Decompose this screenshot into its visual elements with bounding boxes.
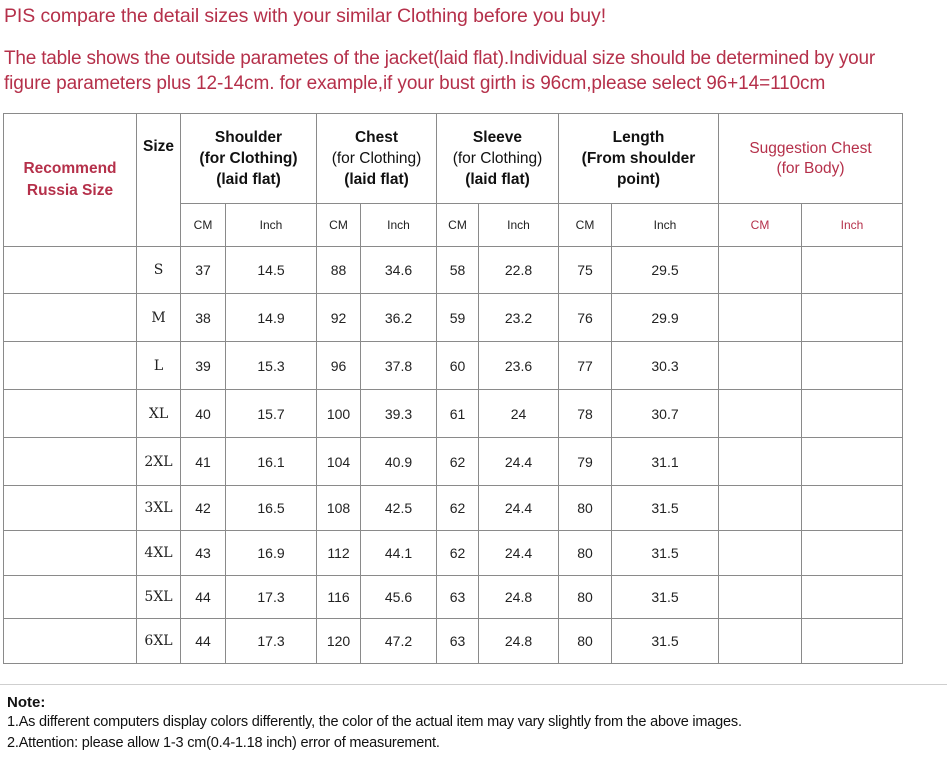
suggestion-cm-cell — [719, 619, 802, 664]
table-row — [4, 486, 903, 531]
shoulder-cm-cell: 38 — [181, 294, 226, 342]
length-cm-cell: 80 — [559, 486, 612, 531]
suggestion-cm-cell — [719, 486, 802, 531]
suggestion-cm-cell — [719, 390, 802, 438]
length-inch-cell: 31.5 — [612, 486, 719, 531]
size-cell: 4XL — [137, 531, 181, 576]
table-row — [4, 576, 903, 619]
suggestion-cm-cell — [719, 576, 802, 619]
table-row — [4, 438, 903, 486]
chest-cm-cell: 116 — [317, 576, 361, 619]
table-header — [4, 114, 903, 247]
size-cell: 6XL — [137, 619, 181, 664]
suggestion-cm-cell — [719, 294, 802, 342]
sleeve-sub2: (laid flat) — [465, 171, 530, 188]
suggestion-cm-unit: CM — [719, 204, 802, 247]
chest-inch-cell: 44.1 — [361, 531, 437, 576]
table-row — [4, 342, 903, 390]
suggestion-sub: (for Body) — [776, 159, 845, 177]
size-header-label: Size — [142, 137, 174, 155]
suggestion-inch-cell — [802, 619, 903, 664]
length-label: Length — [612, 129, 665, 146]
sleeve-inch-cell: 24 — [479, 390, 559, 438]
sleeve-label: Sleeve — [472, 129, 523, 146]
sleeve-sub1: (for Clothing) — [452, 150, 543, 167]
suggestion-inch-cell — [802, 576, 903, 619]
note-item-1: 1.As different computers display colors differently, the color of the actual item may vary slightly from the above images. — [7, 714, 742, 730]
chest-label: Chest — [354, 129, 399, 146]
recommend-size-cell — [4, 486, 137, 531]
length-cm-cell: 80 — [559, 576, 612, 619]
length-sub2: point) — [616, 171, 661, 188]
length-inch-cell: 31.1 — [612, 438, 719, 486]
shoulder-inch-cell: 17.3 — [226, 576, 317, 619]
length-inch-cell: 29.5 — [612, 247, 719, 294]
suggestion-inch-cell — [802, 294, 903, 342]
table-row — [4, 294, 903, 342]
suggestion-label: Suggestion Chest — [749, 139, 872, 157]
suggestion-cm-cell — [719, 342, 802, 390]
chest-inch-cell: 45.6 — [361, 576, 437, 619]
suggestion-inch-cell — [802, 247, 903, 294]
length-cm-cell: 78 — [559, 390, 612, 438]
table-row — [4, 247, 903, 294]
recommend-size-cell — [4, 531, 137, 576]
chest-cm-cell: 96 — [317, 342, 361, 390]
length-inch-cell: 31.5 — [612, 619, 719, 664]
recommend-size-cell — [4, 247, 137, 294]
chest-cm-cell: 112 — [317, 531, 361, 576]
table-row — [4, 390, 903, 438]
length-inch-cell: 31.5 — [612, 576, 719, 619]
suggestion-cm-cell — [719, 438, 802, 486]
size-header — [137, 114, 181, 247]
chest-inch-cell: 34.6 — [361, 247, 437, 294]
top-notice: PIS compare the detail sizes with your similar Clothing before you buy! — [4, 5, 607, 27]
shoulder-cm-cell: 42 — [181, 486, 226, 531]
size-cell: S — [137, 247, 181, 294]
length-sub1: (From shoulder — [581, 150, 696, 167]
sleeve-header — [437, 114, 559, 204]
intro-line-2: figure parameters plus 12-14cm. for example,if your bust girth is 96cm,please select 96+14=110cm — [4, 73, 826, 94]
sleeve-inch-cell: 24.4 — [479, 438, 559, 486]
recommend-size-cell — [4, 294, 137, 342]
length-inch-cell: 29.9 — [612, 294, 719, 342]
chest-cm-cell: 108 — [317, 486, 361, 531]
shoulder-sub1: (for Clothing) — [199, 150, 298, 167]
sleeve-inch-cell: 23.6 — [479, 342, 559, 390]
suggestion-inch-cell — [802, 531, 903, 576]
chest-cm-unit: CM — [317, 204, 361, 247]
size-chart-table — [3, 113, 903, 664]
shoulder-label: Shoulder — [214, 129, 283, 146]
suggestion-inch-unit: Inch — [802, 204, 903, 247]
chest-inch-unit: Inch — [361, 204, 437, 247]
suggestion-chest-header — [719, 114, 903, 204]
shoulder-inch-cell: 16.1 — [226, 438, 317, 486]
shoulder-cm-cell: 44 — [181, 619, 226, 664]
recommend-size-cell — [4, 576, 137, 619]
shoulder-inch-cell: 16.5 — [226, 486, 317, 531]
table-row — [4, 619, 903, 664]
chest-cm-cell: 92 — [317, 294, 361, 342]
size-cell: M — [137, 294, 181, 342]
sleeve-cm-cell: 62 — [437, 486, 479, 531]
sleeve-inch-cell: 24.4 — [479, 486, 559, 531]
chest-cm-cell: 104 — [317, 438, 361, 486]
length-cm-cell: 80 — [559, 619, 612, 664]
length-inch-cell: 30.3 — [612, 342, 719, 390]
chest-inch-cell: 40.9 — [361, 438, 437, 486]
chest-cm-cell: 100 — [317, 390, 361, 438]
sleeve-cm-cell: 62 — [437, 438, 479, 486]
suggestion-cm-cell — [719, 531, 802, 576]
length-cm-cell: 77 — [559, 342, 612, 390]
length-cm-cell: 79 — [559, 438, 612, 486]
shoulder-inch-cell: 17.3 — [226, 619, 317, 664]
shoulder-cm-cell: 37 — [181, 247, 226, 294]
note-section — [7, 693, 937, 754]
shoulder-inch-cell: 16.9 — [226, 531, 317, 576]
recommend-size-cell — [4, 438, 137, 486]
recommend-size-cell — [4, 390, 137, 438]
shoulder-cm-unit: CM — [181, 204, 226, 247]
sleeve-inch-cell: 24.8 — [479, 619, 559, 664]
length-inch-cell: 31.5 — [612, 531, 719, 576]
chest-inch-cell: 36.2 — [361, 294, 437, 342]
suggestion-inch-cell — [802, 438, 903, 486]
shoulder-sub2: (laid flat) — [216, 171, 281, 188]
sleeve-cm-cell: 59 — [437, 294, 479, 342]
size-cell: 5XL — [137, 576, 181, 619]
sleeve-inch-cell: 24.8 — [479, 576, 559, 619]
chest-cm-cell: 120 — [317, 619, 361, 664]
suggestion-cm-cell — [719, 247, 802, 294]
suggestion-inch-cell — [802, 342, 903, 390]
shoulder-cm-cell: 40 — [181, 390, 226, 438]
note-title: Note: — [7, 694, 46, 711]
shoulder-inch-cell: 14.9 — [226, 294, 317, 342]
sleeve-cm-cell: 61 — [437, 390, 479, 438]
length-cm-cell: 76 — [559, 294, 612, 342]
sleeve-cm-cell: 60 — [437, 342, 479, 390]
sleeve-cm-cell: 58 — [437, 247, 479, 294]
chest-inch-cell: 42.5 — [361, 486, 437, 531]
length-inch-cell: 30.7 — [612, 390, 719, 438]
chest-cm-cell: 88 — [317, 247, 361, 294]
chest-sub2: (laid flat) — [344, 171, 409, 188]
shoulder-cm-cell: 43 — [181, 531, 226, 576]
shoulder-inch-cell: 15.3 — [226, 342, 317, 390]
chest-inch-cell: 47.2 — [361, 619, 437, 664]
sleeve-inch-unit: Inch — [479, 204, 559, 247]
intro-line-1: The table shows the outside parametes of the jacket(laid flat).Individual size should be determined by your — [4, 48, 876, 69]
length-inch-unit: Inch — [612, 204, 719, 247]
shoulder-cm-cell: 41 — [181, 438, 226, 486]
russia-size-label: Russia Size — [26, 182, 114, 199]
chest-inch-cell: 39.3 — [361, 390, 437, 438]
sleeve-cm-cell: 63 — [437, 619, 479, 664]
length-cm-cell: 80 — [559, 531, 612, 576]
recommend-size-cell — [4, 342, 137, 390]
recommend-label: Recommend — [23, 160, 117, 177]
sleeve-cm-cell: 62 — [437, 531, 479, 576]
sleeve-cm-unit: CM — [437, 204, 479, 247]
table-row — [4, 531, 903, 576]
sleeve-inch-cell: 24.4 — [479, 531, 559, 576]
recommend-header — [4, 114, 137, 247]
chest-inch-cell: 37.8 — [361, 342, 437, 390]
sleeve-inch-cell: 22.8 — [479, 247, 559, 294]
suggestion-inch-cell — [802, 486, 903, 531]
shoulder-inch-unit: Inch — [226, 204, 317, 247]
recommend-size-cell — [4, 619, 137, 664]
length-header — [559, 114, 719, 204]
size-cell: 3XL — [137, 486, 181, 531]
suggestion-inch-cell — [802, 390, 903, 438]
shoulder-cm-cell: 44 — [181, 576, 226, 619]
length-cm-unit: CM — [559, 204, 612, 247]
length-cm-cell: 75 — [559, 247, 612, 294]
chest-header — [317, 114, 437, 204]
sleeve-inch-cell: 23.2 — [479, 294, 559, 342]
note-item-2: 2.Attention: please allow 1-3 cm(0.4-1.18 inch) error of measurement. — [7, 735, 440, 751]
shoulder-inch-cell: 14.5 — [226, 247, 317, 294]
shoulder-inch-cell: 15.7 — [226, 390, 317, 438]
size-cell: L — [137, 342, 181, 390]
size-cell: 2XL — [137, 438, 181, 486]
chest-sub1: (for Clothing) — [331, 150, 422, 167]
shoulder-cm-cell: 39 — [181, 342, 226, 390]
shoulder-header — [181, 114, 317, 204]
sleeve-cm-cell: 63 — [437, 576, 479, 619]
table-body — [4, 247, 903, 664]
size-cell: XL — [137, 390, 181, 438]
